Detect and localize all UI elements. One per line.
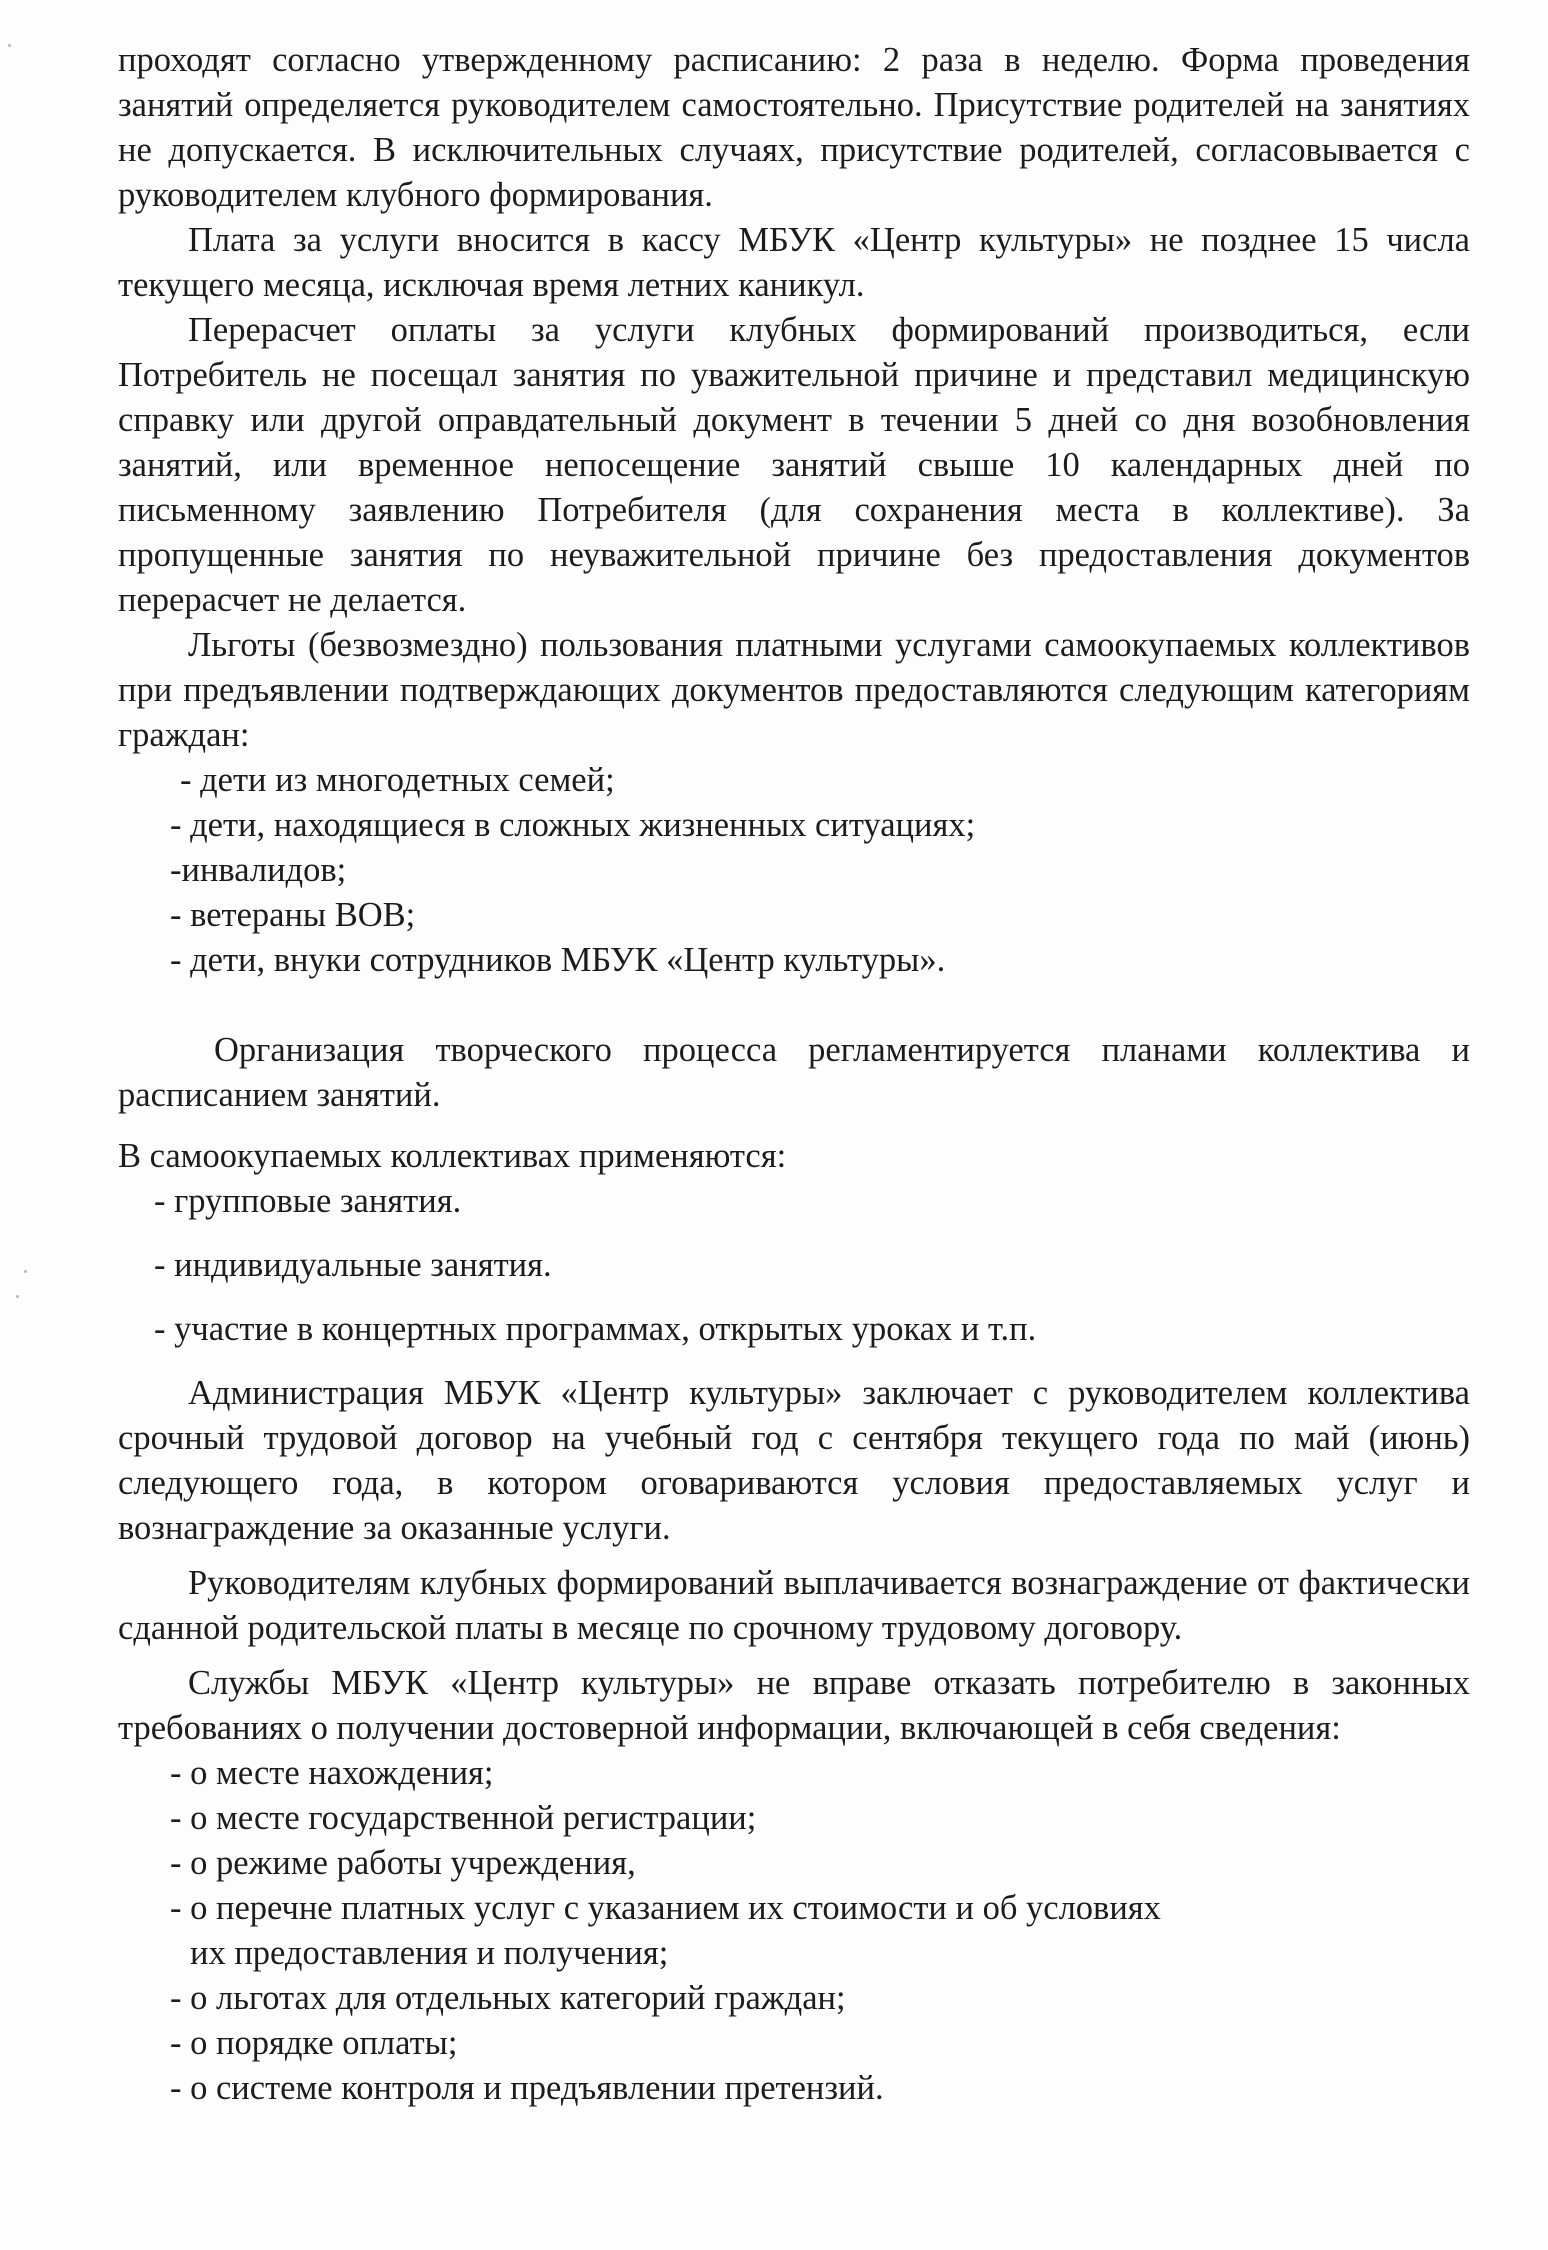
benefits-paragraph: Льготы (безвозмездно) пользования платными услугами самоокупаемых коллективов при предъявлении подтверждающих документов предоставляются следующим категориям граждан:	[118, 626, 1470, 754]
information-rights-paragraph: Службы МБУК «Центр культуры» не вправе отказать потребителю в законных требованиях о получении достоверной информации, включающей в себя сведения:	[118, 1664, 1470, 1747]
list-item-continuation: их предоставления и получения;	[190, 1934, 669, 1972]
list-item: - ветераны ВОВ;	[170, 896, 416, 934]
list-item: - дети из многодетных семей;	[180, 761, 615, 799]
list-item: - о системе контроля и предъявлении претензий.	[170, 2069, 884, 2107]
list-item: - индивидуальные занятия.	[154, 1246, 552, 1284]
scan-speck	[8, 44, 11, 47]
information-items-list	[118, 1751, 1470, 2111]
list-item: - участие в концертных программах, открытых уроках и т.п.	[154, 1310, 1037, 1348]
list-item: - о месте государственной регистрации;	[170, 1799, 757, 1837]
scan-speck	[24, 1270, 27, 1273]
list-item: - о перечне платных услуг с указанием их стоимости и об условиях	[170, 1889, 1161, 1927]
list-item: - дети, находящиеся в сложных жизненных ситуациях;	[170, 806, 976, 844]
benefit-categories-list	[118, 758, 1470, 983]
list-item: -инвалидов;	[170, 851, 347, 889]
schedule-paragraph: проходят согласно утвержденному расписанию: 2 раза в неделю. Форма проведения занятий определяется руководителем самостоятельно. Присутствие родителей на занятиях не допускается. В исключительных случаях, присутствие родителей, согласовывается с руководителем клубного формирования.	[118, 41, 1470, 214]
contract-paragraph: Администрация МБУК «Центр культуры» заключает с руководителем коллектива срочный трудовой договор на учебный год с сентября текущего года по май (июнь) следующего года, в котором оговариваются условия предоставляемых услуг и вознаграждение за оказанные услуги.	[118, 1374, 1470, 1547]
recalculation-paragraph: Перерасчет оплаты за услуги клубных формирований производиться, если Потребитель не посещал занятия по уважительной причине и представил медицинскую справку или другой оправдательный документ в течении 5 дней со дня возобновления занятий, или временное непосещение занятий свыше 10 календарных дней по письменному заявлению Потребителя (для сохранения места в коллективе). За пропущенные занятия по неуважительной причине без предоставления документов перерасчет не делается.	[118, 311, 1470, 619]
remuneration-paragraph: Руководителям клубных формирований выплачивается вознаграждение от фактически сданной родительской платы в месяце по срочному трудовому договору.	[118, 1564, 1470, 1647]
organization-paragraph: Организация творческого процесса регламентируется планами коллектива и расписанием занятий.	[118, 1031, 1470, 1114]
document-body	[118, 38, 1470, 2111]
list-item: - о режиме работы учреждения,	[170, 1844, 636, 1882]
lesson-forms-intro: В самоокупаемых коллективах применяются:	[118, 1137, 787, 1175]
list-item: - дети, внуки сотрудников МБУК «Центр культуры».	[170, 941, 946, 979]
payment-paragraph: Плата за услуги вносится в кассу МБУК «Центр культуры» не позднее 15 числа текущего месяца, исключая время летних каникул.	[118, 221, 1470, 304]
scan-speck	[16, 1295, 19, 1298]
list-item: - о порядке оплаты;	[170, 2024, 458, 2062]
lesson-forms-list	[118, 1179, 1470, 1352]
list-item: - о месте нахождения;	[170, 1754, 494, 1792]
list-item: - групповые занятия.	[154, 1182, 462, 1220]
list-item: - о льготах для отдельных категорий граждан;	[170, 1979, 846, 2017]
